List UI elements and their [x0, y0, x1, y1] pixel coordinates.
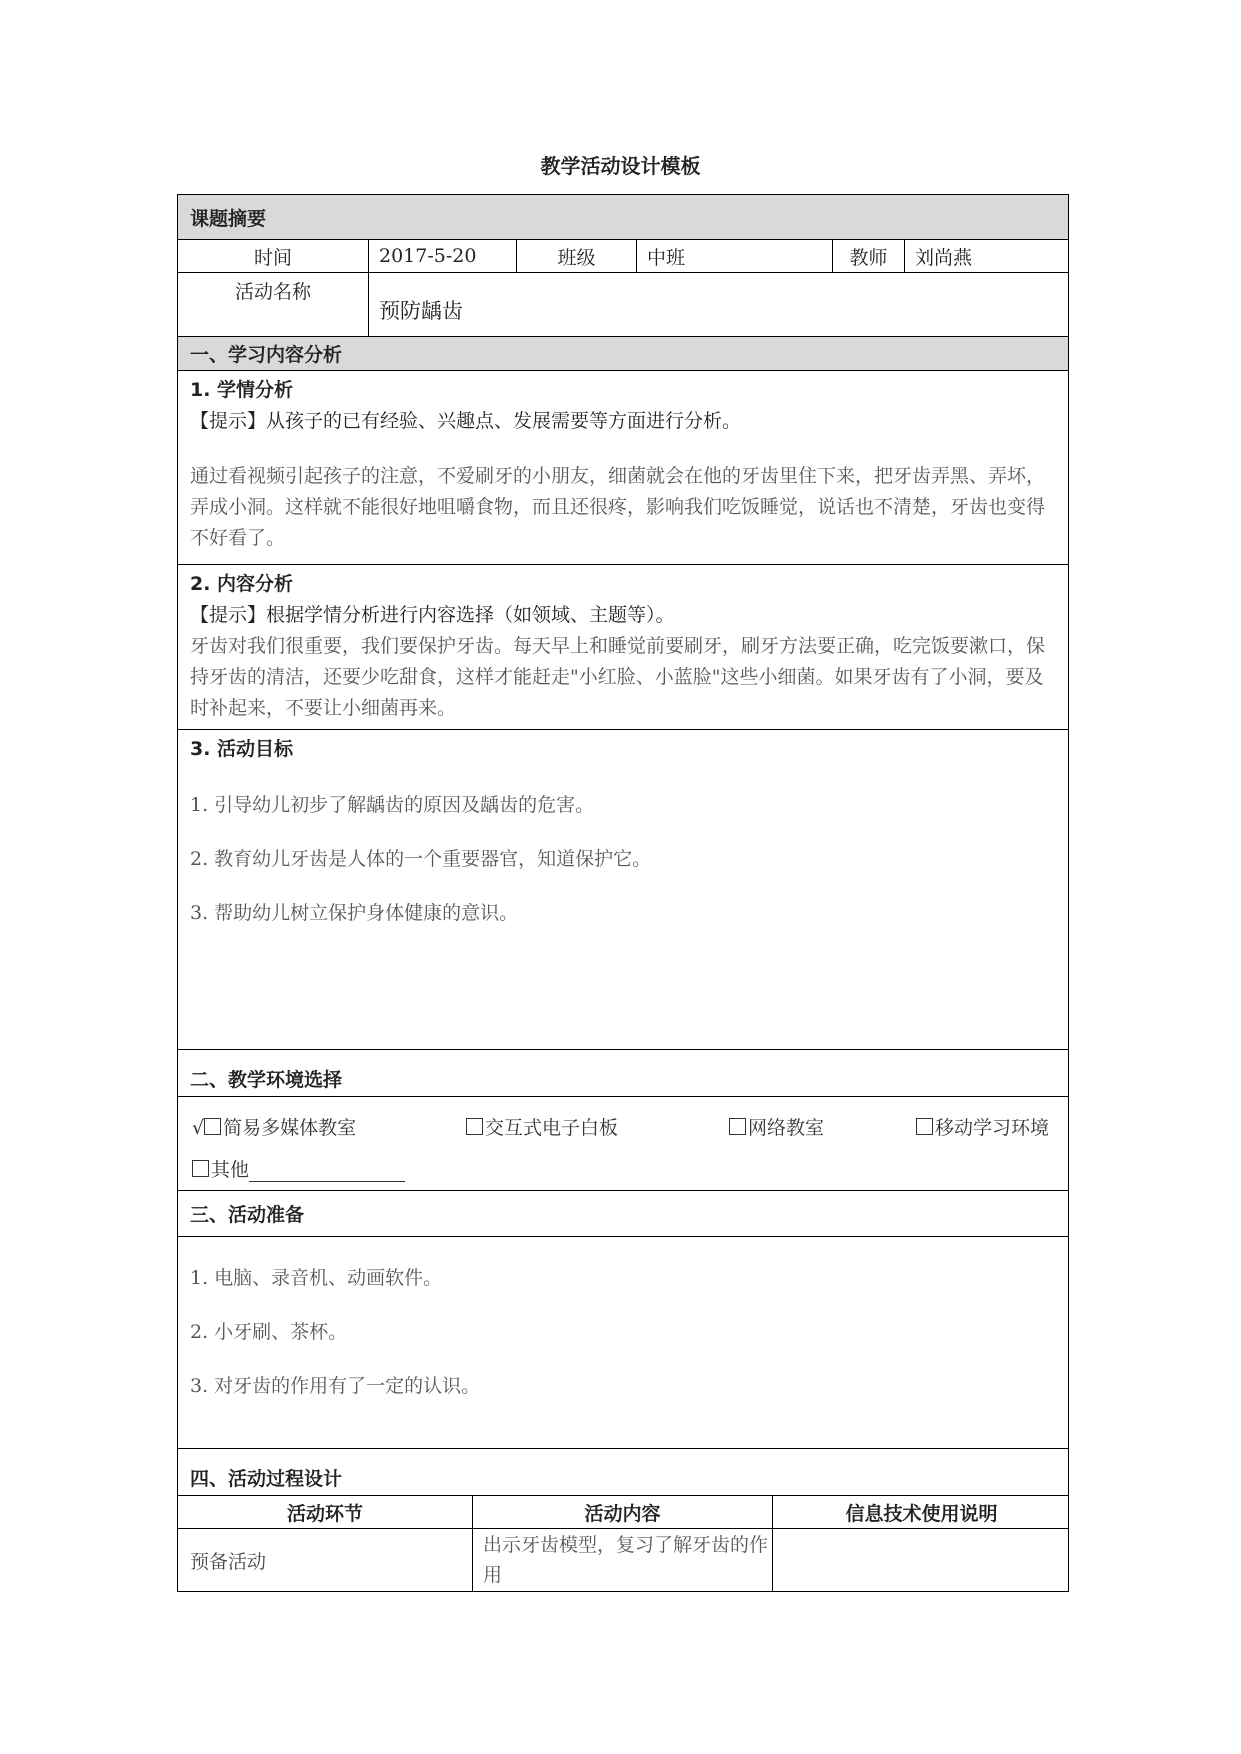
class-value: 中班	[636, 240, 832, 272]
prep-item-3: 3. 对牙齿的作用有了一定的认识。	[190, 1375, 481, 1397]
env-option-mobile[interactable]	[916, 1113, 1049, 1140]
content-analysis-cell	[177, 565, 1069, 730]
row-stage: 预备活动	[190, 1550, 267, 1573]
environment-options-cell	[177, 1097, 1069, 1191]
checkbox-icon	[916, 1118, 933, 1135]
table-row	[177, 1529, 1069, 1592]
goal-item-2: 2. 教育幼儿牙齿是人体的一个重要器官，知道保护它。	[190, 848, 652, 870]
class-label: 班级	[516, 240, 636, 272]
col-header-stage: 活动环节	[286, 1502, 363, 1525]
content-analysis-title: 2. 内容分析	[190, 573, 294, 595]
checkbox-icon	[466, 1118, 483, 1135]
prep-item-1: 1. 电脑、录音机、动画软件。	[190, 1267, 443, 1289]
env-option-other[interactable]	[192, 1155, 405, 1182]
section4-header-text: 四、活动过程设计	[190, 1467, 343, 1490]
learning-analysis-body: 通过看视频引起孩子的注意，不爱刷牙的小朋友，细菌就会在他的牙齿里住下来，把牙齿弄黑、弄坏，弄成小洞。这样就不能很好地咀嚼食物，而且还很疼，影响我们吃饭睡觉，说话也不清楚，牙齿也变得不好看了。	[190, 465, 1046, 549]
teacher-value: 刘尚燕	[904, 240, 1070, 272]
content-analysis-body: 牙齿对我们很重要，我们要保护牙齿。每天早上和睡觉前要刷牙，刷牙方法要正确，吃完饭要漱口，保持牙齿的清洁，还要少吃甜食，这样才能赶走"小红脸、小蓝脸"这些小细菌。如果牙齿有了小洞，要及时补起来，不要让小细菌再来。	[190, 635, 1046, 719]
section1-header-text: 一、学习内容分析	[190, 344, 343, 366]
section2-header	[177, 1050, 1069, 1097]
activity-goals-title: 3. 活动目标	[190, 738, 294, 760]
document-title: 教学活动设计模板	[540, 154, 701, 178]
col-header-content: 活动内容	[472, 1496, 772, 1528]
env-option-label: 移动学习环境	[935, 1117, 1050, 1139]
section3-header-text: 三、活动准备	[190, 1204, 305, 1226]
learning-analysis-cell	[177, 371, 1069, 565]
section3-header	[177, 1191, 1069, 1237]
section2-header-text: 二、教学环境选择	[190, 1068, 343, 1091]
env-option-label: 其他	[211, 1159, 250, 1181]
env-option-label: 交互式电子白板	[485, 1117, 619, 1139]
time-value: 2017-5-20	[368, 240, 516, 272]
teacher-label: 教师	[832, 240, 904, 272]
col-header-tech: 信息技术使用说明	[772, 1496, 1070, 1528]
activity-name-label: 活动名称	[234, 281, 311, 303]
other-blank-line[interactable]	[249, 1163, 405, 1182]
checkbox-icon	[204, 1118, 221, 1135]
checkbox-icon	[729, 1118, 746, 1135]
row-content: 出示牙齿模型，复习了解牙齿的作用	[472, 1529, 772, 1591]
summary-info-row	[177, 240, 1069, 273]
learning-analysis-title: 1. 学情分析	[190, 379, 294, 401]
goal-item-1: 1. 引导幼儿初步了解龋齿的原因及龋齿的危害。	[190, 794, 595, 816]
checkbox-icon	[192, 1160, 209, 1177]
learning-analysis-hint: 【提示】从孩子的已有经验、兴趣点、发展需要等方面进行分析。	[190, 410, 742, 432]
summary-header-text: 课题摘要	[190, 207, 267, 230]
section4-header	[177, 1449, 1069, 1496]
env-option-whiteboard[interactable]	[466, 1113, 618, 1140]
activity-name-row	[177, 273, 1069, 337]
preparation-cell	[177, 1237, 1069, 1449]
goal-item-3: 3. 帮助幼儿树立保护身体健康的意识。	[190, 902, 519, 924]
activity-name-value: 预防龋齿	[368, 273, 1070, 336]
env-option-multimedia[interactable]	[192, 1113, 356, 1140]
activity-goals-cell	[177, 730, 1069, 1050]
env-option-label: 简易多媒体教室	[223, 1117, 357, 1139]
design-table	[177, 194, 1069, 1592]
env-option-label: 网络教室	[748, 1117, 825, 1139]
row-tech	[772, 1529, 1070, 1591]
time-label: 时间	[253, 246, 292, 269]
env-check-mark: √	[192, 1117, 205, 1139]
env-option-network[interactable]	[729, 1113, 824, 1140]
process-table-header	[177, 1496, 1069, 1529]
summary-header	[177, 194, 1069, 240]
prep-item-2: 2. 小牙刷、茶杯。	[190, 1321, 348, 1343]
section1-header	[177, 337, 1069, 371]
content-analysis-hint: 【提示】根据学情分析进行内容选择（如领域、主题等）。	[190, 604, 675, 626]
